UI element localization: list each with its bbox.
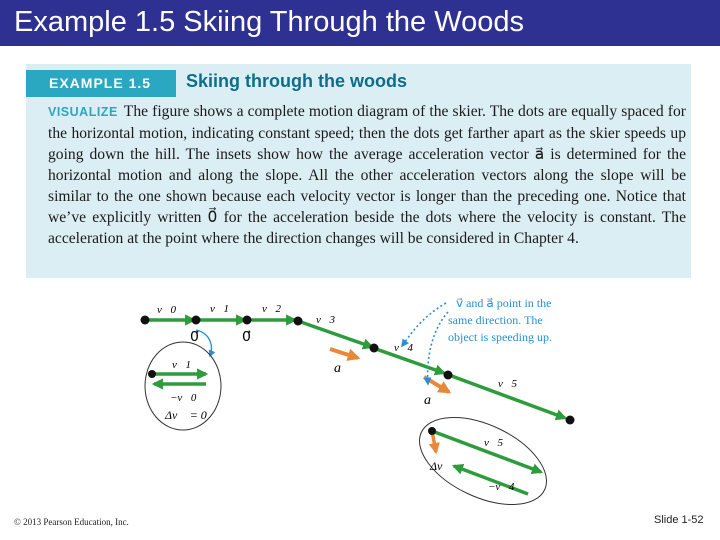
label-v3: v⃗3 [316, 314, 335, 326]
inset-right-delta-label: Δv⃗ [430, 459, 452, 473]
inset-left-dot [148, 370, 156, 378]
motion-dot-4 [370, 344, 379, 353]
example-text: The figure shows a complete motion diagram of the skier. The dots are equally spaced for the horizontal motion, indicating constant speed; then the dots get farther apart as the skier speeds up going down the hill. The insets show how the average acceleration vector a⃗ is determined for the horizontal motion and along the slope. All the other acceleration vectors along the slope will be similar to the one shown because each velocity vector is longer than the preceding one. Notice that we’ve explicitly written 0⃗ for the acceleration beside the dots where the velocity is constant. The acceleration at the point where the direction changes will be considered in Chapter 4. [48, 103, 686, 247]
label-v0: v⃗0 [157, 304, 176, 316]
label-accel-2: a⃗ [424, 393, 442, 408]
example-heading: Skiing through the woods [186, 71, 407, 91]
acceleration-arrow-1 [330, 349, 358, 358]
visualize-label: VISUALIZE [48, 105, 118, 119]
slide-number: Slide 1-52 [654, 514, 704, 526]
example-badge-label: EXAMPLE 1.5 [49, 75, 152, 91]
motion-dot-2 [243, 316, 252, 325]
label-v5: v⃗5 [498, 378, 517, 390]
label-accel-1: a⃗ [334, 361, 352, 376]
label-zero-accel-2: 0⃗ [242, 330, 251, 345]
motion-dot-0 [141, 316, 150, 325]
inset-left-neg-v0-label: −v⃗0 [170, 392, 197, 404]
inset-right-dot [428, 427, 436, 435]
motion-dot-1 [192, 316, 201, 325]
velocity-arrow-v3 [298, 321, 372, 347]
inset-right-v5-label: v⃗5 [484, 437, 503, 449]
slide-title: Example 1.5 Skiing Through the Woods [14, 6, 524, 38]
label-zero-accel-1: 0⃗ [190, 330, 199, 345]
inset-left-v1-label: v⃗1 [172, 359, 191, 371]
motion-dot-6 [566, 416, 575, 425]
annotation-note-line-2: same direction. The [448, 313, 543, 327]
motion-dot-3 [294, 317, 303, 326]
label-v2: v⃗2 [262, 303, 281, 315]
inset-right-neg-v4-label: −v⃗4 [488, 481, 515, 493]
motion-dot-5 [444, 371, 453, 380]
label-v4: v⃗4 [394, 342, 413, 354]
annotation-note-line-3: object is speeding up. [448, 330, 552, 344]
label-v1: v⃗1 [210, 303, 229, 315]
copyright-notice: © 2013 Pearson Education, Inc. [14, 517, 129, 527]
acceleration-arrow-2 [424, 377, 449, 392]
inset-left-result-label: Δv⃗ = 0⃗ [165, 408, 217, 422]
annotation-note-line-1: v⃗ and a⃗ point in the [456, 296, 552, 310]
